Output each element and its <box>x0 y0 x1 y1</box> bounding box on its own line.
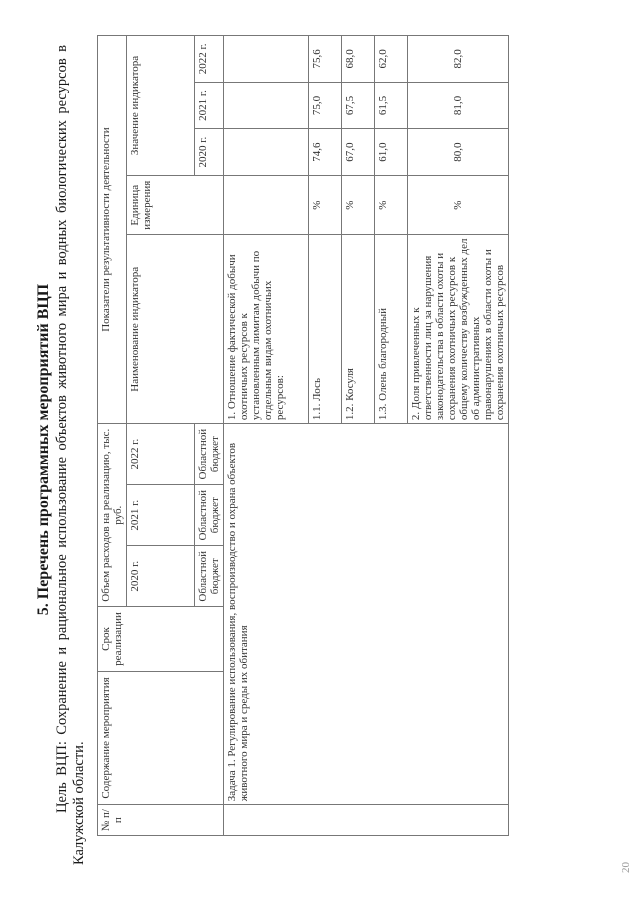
indicator-unit: % <box>408 175 509 235</box>
indicator-name: 1.2. Косуля <box>342 235 375 424</box>
header-number: № п/п <box>98 805 224 836</box>
header-year: 2020 г. <box>127 546 195 607</box>
header-budget-source: Областной бюджет <box>195 424 224 485</box>
header-budget-source: Областной бюджет <box>195 546 224 607</box>
indicator-value: 67,0 <box>342 129 375 176</box>
header-term: Срок реализации <box>98 607 224 671</box>
indicator-unit: % <box>309 175 342 235</box>
header-indicator-name: Наименование индикатора <box>127 235 224 424</box>
indicator-value: 68,0 <box>342 36 375 83</box>
indicator-value: 75,0 <box>309 82 342 129</box>
header-content: Содержание мероприятия <box>98 671 224 805</box>
indicator-value <box>224 82 309 129</box>
header-indicators: Показатели результативности деятельности <box>98 36 127 424</box>
indicator-value: 82,0 <box>408 36 509 83</box>
goal-paragraph: Цель ВЦП: Сохранение и рациональное использование объектов животного мира и водных биологических ресурсов в Калужской области. <box>54 45 87 865</box>
indicator-name: 1.3. Олень благородный <box>375 235 408 424</box>
header-unit: Единица измерения <box>127 175 224 235</box>
indicator-name: 1. Отношение фактической добычи охотничьих ресурсов к установленным лимитам добычи по отдельным видам охотничьих ресурсов: <box>224 235 309 424</box>
indicator-value: 67,5 <box>342 82 375 129</box>
section-title: 5. Перечень программных мероприятий ВЦП <box>35 283 52 616</box>
indicator-unit <box>224 175 309 235</box>
indicator-value: 61,0 <box>375 129 408 176</box>
header-year: 2022 г. <box>195 36 224 83</box>
header-budget: Объем расходов на реализацию, тыс. руб. <box>98 424 127 607</box>
indicator-unit: % <box>375 175 408 235</box>
indicator-value: 61,5 <box>375 82 408 129</box>
table-row <box>224 36 309 836</box>
indicator-value <box>224 36 309 83</box>
header-budget-source: Областной бюджет <box>195 485 224 546</box>
table-header-row <box>98 36 127 836</box>
header-indicator-value: Значение индикатора <box>127 36 195 176</box>
indicator-value: 80,0 <box>408 129 509 176</box>
header-year: 2021 г. <box>195 82 224 129</box>
program-measures-table <box>97 35 509 836</box>
indicator-value: 62,0 <box>375 36 408 83</box>
indicator-value: 75,6 <box>309 36 342 83</box>
task-title: Задача 1. Регулирование использования, воспроизводство и охрана объектов животного мира и среды их обитания <box>224 424 509 805</box>
header-year: 2020 г. <box>195 129 224 176</box>
indicator-value <box>224 129 309 176</box>
indicator-value: 74,6 <box>309 129 342 176</box>
indicator-name: 1.1. Лось <box>309 235 342 424</box>
indicator-unit: % <box>342 175 375 235</box>
indicator-value: 81,0 <box>408 82 509 129</box>
indicator-name: 2. Доля привлеченных к ответственности лиц за нарушения законодательства в области охоты и сохранения охотничьих ресурсов к общему количеству возбужденных дел об административных правонарушениях в области охоты и сохранения охотничьих ресурсов <box>408 235 509 424</box>
header-year: 2021 г. <box>127 485 195 546</box>
header-year: 2022 г. <box>127 424 195 485</box>
page-number: 20 <box>620 862 632 873</box>
